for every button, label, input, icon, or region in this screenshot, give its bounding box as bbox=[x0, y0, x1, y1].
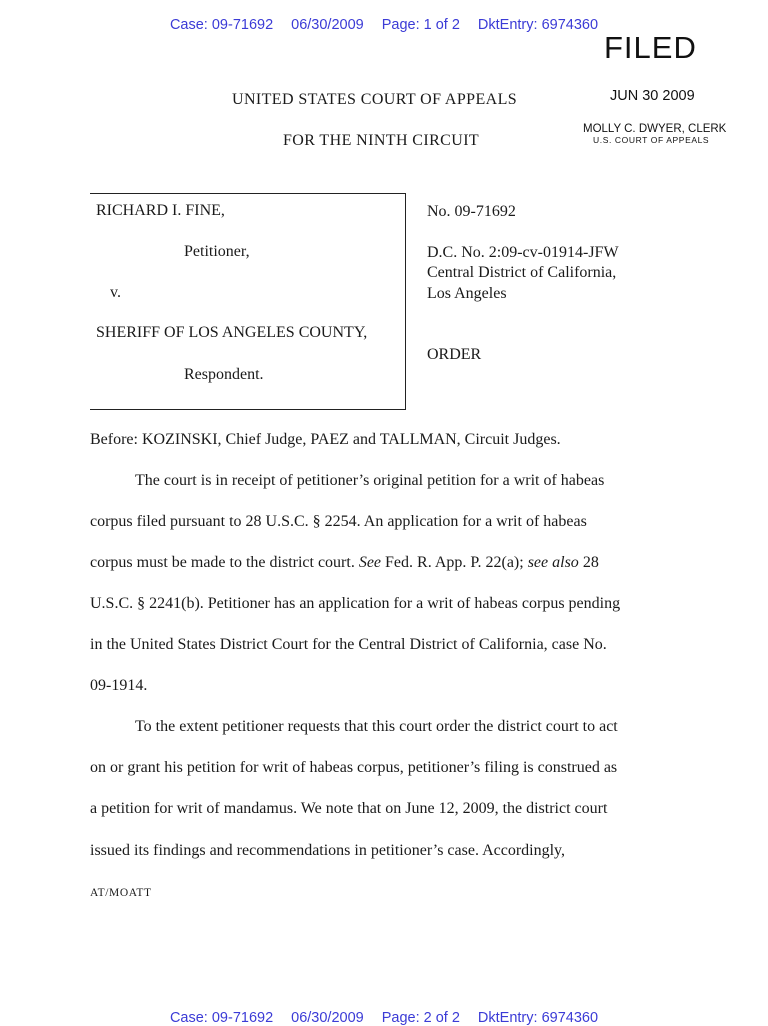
filed-date: JUN 30 2009 bbox=[610, 88, 695, 104]
respondent-name: SHERIFF OF LOS ANGELES COUNTY, bbox=[96, 324, 368, 341]
clerk-office: U.S. COURT OF APPEALS bbox=[593, 135, 710, 145]
paragraph-1-line-3 bbox=[90, 554, 599, 572]
district-city: Los Angeles bbox=[427, 285, 507, 302]
docket-entry: DktEntry: 6974360 bbox=[477, 17, 599, 33]
text-run: corpus must be made to the district court. bbox=[90, 554, 359, 571]
page-indicator: Page: 1 of 2 bbox=[381, 17, 460, 33]
respondent-role: Respondent. bbox=[184, 366, 264, 383]
case-number: Case: 09-71692 bbox=[169, 1010, 274, 1026]
case-number-field: No. 09-71692 bbox=[427, 203, 516, 220]
court-circuit: FOR THE NINTH CIRCUIT bbox=[283, 132, 480, 149]
panel-line: Before: KOZINSKI, Chief Judge, PAEZ and TALLMAN, Circuit Judges. bbox=[90, 431, 561, 448]
docket-entry: DktEntry: 6974360 bbox=[477, 1010, 599, 1026]
footer-code: AT/MOATT bbox=[90, 887, 152, 899]
document-type: ORDER bbox=[427, 346, 482, 363]
paragraph-1-line-2: corpus filed pursuant to 28 U.S.C. § 2254. An application for a writ of habeas bbox=[90, 513, 587, 530]
district-court-number: D.C. No. 2:09-cv-01914-JFW bbox=[427, 244, 619, 261]
paragraph-1-line-1: The court is in receipt of petitioner’s original petition for a writ of habeas bbox=[135, 472, 605, 489]
clerk-name: MOLLY C. DWYER, CLERK bbox=[583, 123, 727, 135]
paragraph-2-line-4: issued its findings and recommendations in petitioner’s case. Accordingly, bbox=[90, 842, 566, 859]
citation-signal: See bbox=[358, 554, 382, 571]
district-name: Central District of California, bbox=[427, 264, 617, 281]
versus: v. bbox=[110, 284, 121, 301]
case-number: Case: 09-71692 bbox=[169, 17, 274, 33]
filing-date: 06/30/2009 bbox=[291, 17, 364, 33]
paragraph-2-line-3: a petition for writ of mandamus. We note that on June 12, 2009, the district court bbox=[90, 800, 608, 817]
text-run: 28 bbox=[578, 554, 599, 571]
petitioner-role: Petitioner, bbox=[184, 243, 250, 260]
petitioner-name: RICHARD I. FINE, bbox=[96, 202, 225, 219]
citation-signal: see also bbox=[527, 554, 579, 571]
paragraph-1-line-6: 09-1914. bbox=[90, 677, 148, 694]
paragraph-2-line-1: To the extent petitioner requests that this court order the district court to act bbox=[135, 718, 618, 735]
paragraph-2-line-2: on or grant his petition for writ of habeas corpus, petitioner’s filing is construed as bbox=[90, 759, 618, 776]
court-name: UNITED STATES COURT OF APPEALS bbox=[232, 91, 518, 108]
filed-stamp: FILED bbox=[604, 30, 697, 65]
page-indicator: Page: 2 of 2 bbox=[381, 1010, 460, 1026]
paragraph-1-line-4: U.S.C. § 2241(b). Petitioner has an application for a writ of habeas corpus pending bbox=[90, 595, 621, 612]
filing-date: 06/30/2009 bbox=[291, 1010, 364, 1026]
paragraph-1-line-5: in the United States District Court for the Central District of California, case No. bbox=[90, 636, 607, 653]
text-run: Fed. R. App. P. 22(a); bbox=[381, 554, 528, 571]
